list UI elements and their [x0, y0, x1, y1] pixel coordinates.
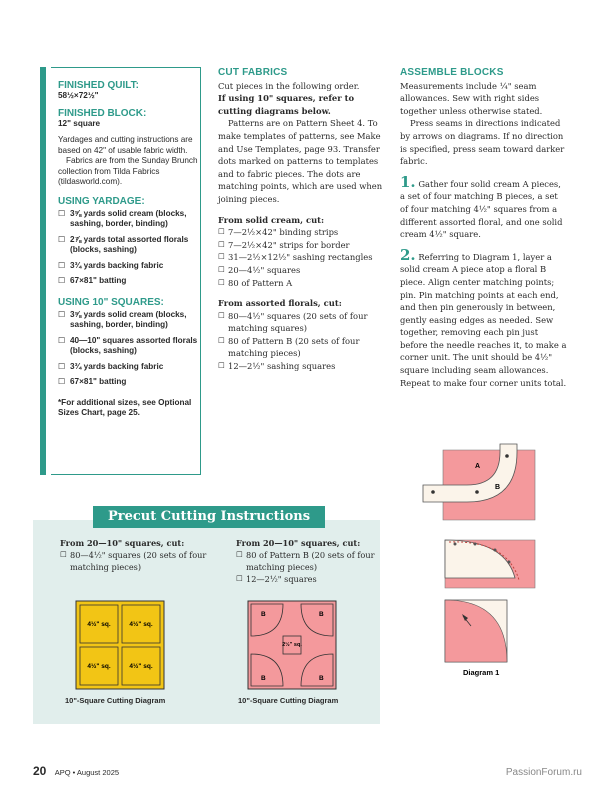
list-item: ☐ 20—4½" squares [218, 264, 386, 277]
list-item: ☐ 67×81" batting [58, 276, 198, 287]
square-label: 4½" sq. [87, 621, 111, 628]
list-item: ☐ 7—2½×42" binding strips [218, 226, 386, 239]
squares-heading: USING 10" SQUARES: [58, 296, 164, 308]
diagram-1-step-a [423, 444, 535, 520]
diagram-1 [415, 440, 555, 680]
square-label: 4½" sq. [87, 663, 111, 670]
pattern-b-label: B [319, 675, 324, 682]
right-diagram-caption: 10"-Square Cutting Diagram [238, 696, 339, 705]
diagram-label-b: B [495, 484, 501, 491]
step-2-number: 2. [400, 245, 416, 264]
squares-list [58, 310, 198, 388]
precut-left-heading: From 20—10" squares, cut: [60, 538, 185, 548]
cut-fabrics-column [218, 67, 386, 373]
step-2-text: Referring to Diagram 1, layer a solid cream A piece atop a floral B piece. Align center matching points; pin. Pin matching points at each end, and then pin generously in between, gently easing edges as needed. Sew together, removing each pin just before the needle reaches it, to make a corner unit. The unit should be 4½" square including seam allowances. Repeat to make four corner units total. [400, 251, 567, 388]
yardage-note: Yardages and cutting instructions are based on 42" of usable fabric width. [58, 135, 193, 155]
magazine-name: APQ • August 2025 [54, 768, 120, 777]
diagram-1-step-b [445, 540, 535, 588]
step-1 [400, 172, 568, 241]
list-item: ☐ 80—4½" squares (20 sets of four matching pieces) [60, 549, 210, 573]
list-item: ☐ 40—10" squares assorted florals (blocks, sashing) [58, 336, 198, 357]
precut-right-list [236, 549, 376, 585]
finished-block-label: FINISHED BLOCK: [58, 107, 147, 119]
florals-heading: From assorted florals, cut: [218, 298, 342, 309]
assemble-heading: ASSEMBLE BLOCKS [400, 67, 504, 78]
solid-cream-heading: From solid cream, cut: [218, 214, 325, 225]
list-item: ☐ 80 of Pattern B (20 sets of four matching pieces) [218, 335, 386, 360]
left-diagram-caption: 10"-Square Cutting Diagram [65, 696, 166, 705]
center-square-label: 2½" sq. [282, 642, 302, 648]
materials-content [58, 80, 198, 419]
list-item: ☐ 80 of Pattern A [218, 277, 386, 290]
diagram-1-step-c [445, 600, 507, 662]
patterns-note: Patterns are on Pattern Sheet 4. To make templates of patterns, see Make and Use Templates, page 93. Transfer dots marked on patterns to templates and to fabric pieces. The dots are matching points, which are used when joining pieces. [218, 118, 383, 204]
left-cutting-diagram [75, 600, 165, 690]
step-1-number: 1. [400, 172, 416, 191]
cut-fabrics-heading: CUT FABRICS [218, 67, 288, 78]
right-cutting-diagram [247, 600, 337, 690]
additional-sizes-note: *For additional sizes, see Optional Sizes Chart, page 25. [58, 397, 192, 417]
finished-block-size: 12" square [58, 118, 101, 128]
solid-cream-list [218, 226, 386, 289]
precut-left-column [60, 537, 210, 573]
diagram-label-a: A [475, 463, 481, 470]
list-item: ☐ 3¾ yards backing fabric [58, 362, 198, 373]
precut-right-column [236, 537, 376, 585]
pattern-b-label: B [319, 611, 324, 618]
list-item: ☐ 3¾ yards backing fabric [58, 261, 198, 272]
list-item: ☐ 2⅞ yards total assorted florals (blocks, sashing) [58, 235, 198, 256]
list-item: ☐ 31—2½×12½" sashing rectangles [218, 251, 386, 264]
square-label: 4½" sq. [129, 663, 153, 670]
list-item: ☐ 12—2½" sashing squares [218, 360, 386, 373]
pattern-b-label: B [261, 675, 266, 682]
fabrics-note: Fabrics are from the Sunday Brunch collection from Tilda Fabrics (tildasworld.com). [58, 156, 198, 186]
list-item: ☐ 7—2½×42" strips for border [218, 239, 386, 252]
step-1-text: Gather four solid cream A pieces, a set of four matching B pieces, a set of four matching 4½" squares from a different assorted floral, and one solid cream 4½" square. [400, 178, 563, 240]
materials-title [22, 150, 62, 190]
precut-right-heading: From 20—10" squares, cut: [236, 538, 361, 548]
list-item: ☐ 12—2½" squares [236, 573, 376, 585]
pattern-b-label: B [261, 611, 266, 618]
assemble-column [400, 67, 568, 389]
list-item: ☐ 3⅝ yards solid cream (blocks, sashing, border, binding) [58, 310, 198, 331]
finished-quilt-size: 58½×72½" [58, 91, 99, 100]
list-item: ☐ 67×81" batting [58, 377, 198, 388]
cut-fabrics-intro: Cut pieces in the following order. [218, 80, 360, 91]
materials-tab-bar [40, 67, 46, 475]
list-item: ☐ 80 of Pattern B (20 sets of four matching pieces) [236, 549, 376, 573]
cut-fabrics-intro-bold: If using 10" squares, refer to cutting diagrams below. [218, 93, 355, 116]
precut-title: Precut Cutting Instructions [93, 506, 325, 528]
yardage-list [58, 209, 198, 287]
step-2 [400, 245, 568, 390]
page-number: 20 [33, 764, 47, 778]
list-item: ☐ 3⅝ yards solid cream (blocks, sashing, border, binding) [58, 209, 198, 230]
yardage-heading: USING YARDAGE: [58, 195, 145, 207]
finished-quilt-label: FINISHED QUILT: [58, 80, 139, 91]
measure-note: Measurements include ¼" seam allowances. Sew with right sides together unless otherwise stated. [400, 80, 543, 116]
diagram-1-label: Diagram 1 [463, 668, 500, 677]
florals-list [218, 310, 386, 373]
list-item: ☐ 80—4½" squares (20 sets of four matching squares) [218, 310, 386, 335]
footer [33, 764, 119, 778]
press-note: Press seams in directions indicated by arrows on diagrams. If no direction is specified, press seam toward darker fabric. [400, 118, 565, 167]
precut-left-list [60, 549, 210, 573]
watermark: PassionForum.ru [505, 767, 582, 778]
square-label: 4½" sq. [129, 621, 153, 628]
